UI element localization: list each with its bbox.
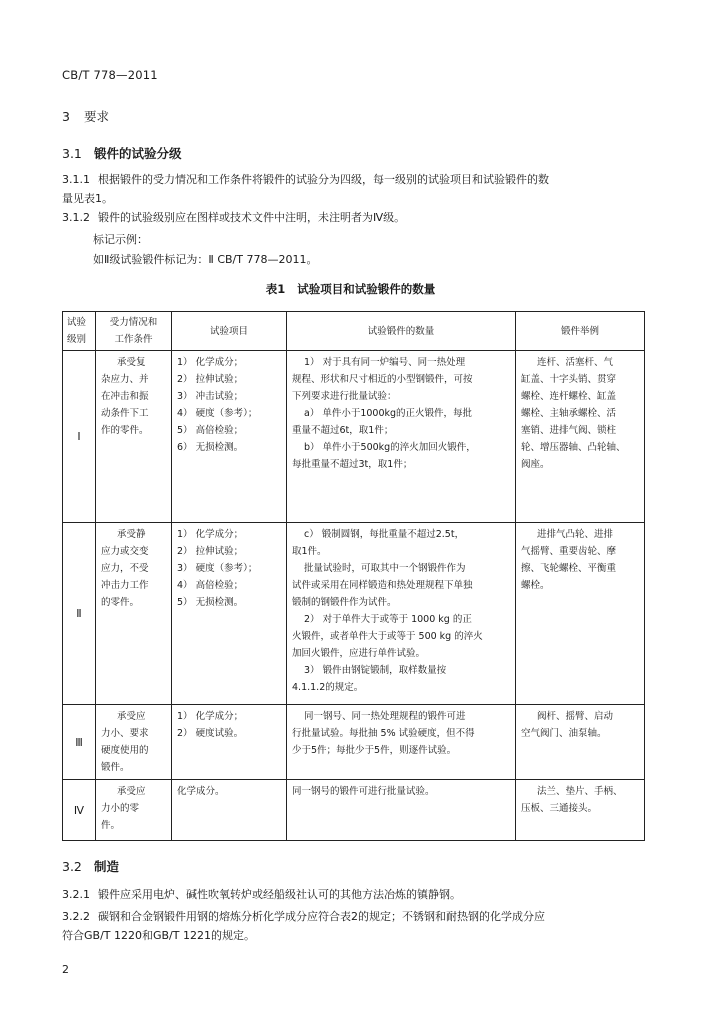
page-number: 2 <box>62 963 69 976</box>
example-text: 如Ⅱ级试验锻件标记为：Ⅱ CB/T 778—2011。 <box>93 253 318 266</box>
clause-number: 3.1.2 <box>62 211 90 224</box>
conditions-cell: 承受应 力小的零 件。 <box>96 780 172 841</box>
clause-number: 3.2.2 <box>62 910 90 923</box>
section-number: 3.2 <box>62 859 82 874</box>
clause-3-1-1 <box>62 170 640 208</box>
header-grade: 试验 级别 <box>63 312 96 351</box>
table-header-row <box>63 312 645 351</box>
grade-cell: Ⅲ <box>63 705 96 780</box>
examples-cell: 连杆、活塞杆、气 缸盖、十字头销、贯穿 螺栓、连杆螺栓、缸盖 螺栓、主轴承螺栓、活 塞销、进排气阀、锁柱 轮、增压器轴、凸轮轴、 阀座。 <box>516 351 645 523</box>
section-title: 制造 <box>94 859 120 874</box>
section-number: 3 <box>62 109 70 124</box>
test-items-cell: 1） 化学成分； 2） 拉伸试验； 3） 硬度（参考）； 4） 高倍检验； 5） 无损检测。 <box>172 523 287 705</box>
example-label: 标记示例： <box>93 233 148 246</box>
table-row <box>63 705 645 780</box>
examples-cell: 阀杆、摇臂、启动 空气阀门、油泵轴。 <box>516 705 645 780</box>
examples-cell: 进排气凸轮、进排 气摇臂、重要齿轮、摩 擦、飞轮螺栓、平衡重 螺栓。 <box>516 523 645 705</box>
conditions-cell: 承受应 力小、要求 硬度使用的 锻件。 <box>96 705 172 780</box>
section-3-2-heading <box>62 857 119 875</box>
clause-3-1-2 <box>62 208 640 227</box>
clause-3-2-2 <box>62 907 640 945</box>
clause-text-line2: 量见表1。 <box>62 192 113 205</box>
quantity-cell: 同一钢号的锻件可进行批量试验。 <box>287 780 516 841</box>
test-items-cell: 化学成分。 <box>172 780 287 841</box>
header-quantity: 试验锻件的数量 <box>287 312 516 351</box>
header-test-items: 试验项目 <box>172 312 287 351</box>
caption-number: 表1 <box>265 282 286 296</box>
table-row <box>63 780 645 841</box>
table-1 <box>62 311 645 841</box>
conditions-cell: 承受静 应力或交变 应力，不受 冲击力工作 的零件。 <box>96 523 172 705</box>
header-examples: 锻件举例 <box>516 312 645 351</box>
quantity-cell: 1） 对于具有同一炉编号、同一热处理 规程、形状和尺寸相近的小型钢锻件，可按 下列要求进行批量试验： a） 单件小于1000kg的正火锻件，每批 重量不超过6t，取1件； b） 单件小于500kg的淬火加回火锻件， 每批重量不超过3t，取1件； <box>287 351 516 523</box>
section-number: 3.1 <box>62 146 82 161</box>
table-row <box>63 351 645 523</box>
table-1-caption <box>0 281 701 297</box>
quantity-cell: c） 锻制圆钢，每批重量不超过2.5t， 取1件。 批量试验时，可取其中一个钢锻件作为 试件或采用在同样锻造和热处理规程下单独 锻制的钢锻件作为试件。 2） 对于单件大于或等于 1000 kg 的正 火锻件，或者单件大于或等于 500 kg 的淬火 加回火锻件，应进行单件试验。 3） 锻件由钢锭锻制，取样数量按 4.1.1.2的规定。 <box>287 523 516 705</box>
clause-3-2-1 <box>62 885 640 904</box>
table-row <box>63 523 645 705</box>
conditions-cell: 承受复 杂应力、并 在冲击和振 动条件下工 作的零件。 <box>96 351 172 523</box>
grade-cell: Ⅰ <box>63 351 96 523</box>
quantity-cell: 同一钢号、同一热处理规程的锻件可进 行批量试验。每批抽 5% 试验硬度，但不得 少于5件；每批少于5件，则逐件试验。 <box>287 705 516 780</box>
clause-number: 3.2.1 <box>62 888 90 901</box>
section-title: 锻件的试验分级 <box>94 146 182 161</box>
header-conditions: 受力情况和 工作条件 <box>96 312 172 351</box>
clause-text: 锻件应采用电炉、碱性吹氧转炉或经船级社认可的其他方法冶炼的镇静钢。 <box>98 888 461 901</box>
clause-text-line2: 符合GB/T 1220和GB/T 1221的规定。 <box>62 929 255 942</box>
grade-cell: Ⅳ <box>63 780 96 841</box>
section-title: 要求 <box>84 109 110 124</box>
clause-text-line1: 碳钢和合金钢锻件用钢的熔炼分析化学成分应符合表2的规定；不锈钢和耐热钢的化学成分应 <box>98 910 545 923</box>
clause-text: 锻件的试验级别应在图样或技术文件中注明，未注明者为Ⅳ级。 <box>98 211 406 224</box>
section-3-1-heading <box>62 144 182 162</box>
examples-cell: 法兰、垫片、手柄、 压板、三通接头。 <box>516 780 645 841</box>
standard-header: CB/T 778—2011 <box>62 68 158 82</box>
section-3-heading <box>62 107 109 125</box>
grade-cell: Ⅱ <box>63 523 96 705</box>
clause-text-line1: 根据锻件的受力情况和工作条件将锻件的试验分为四级，每一级别的试验项目和试验锻件的数 <box>98 173 549 186</box>
test-items-cell: 1） 化学成分； 2） 硬度试验。 <box>172 705 287 780</box>
caption-title: 试验项目和试验锻件的数量 <box>297 282 436 296</box>
clause-number: 3.1.1 <box>62 173 90 186</box>
test-items-cell: 1） 化学成分； 2） 拉伸试验； 3） 冲击试验； 4） 硬度（参考）； 5） 高倍检验； 6） 无损检测。 <box>172 351 287 523</box>
